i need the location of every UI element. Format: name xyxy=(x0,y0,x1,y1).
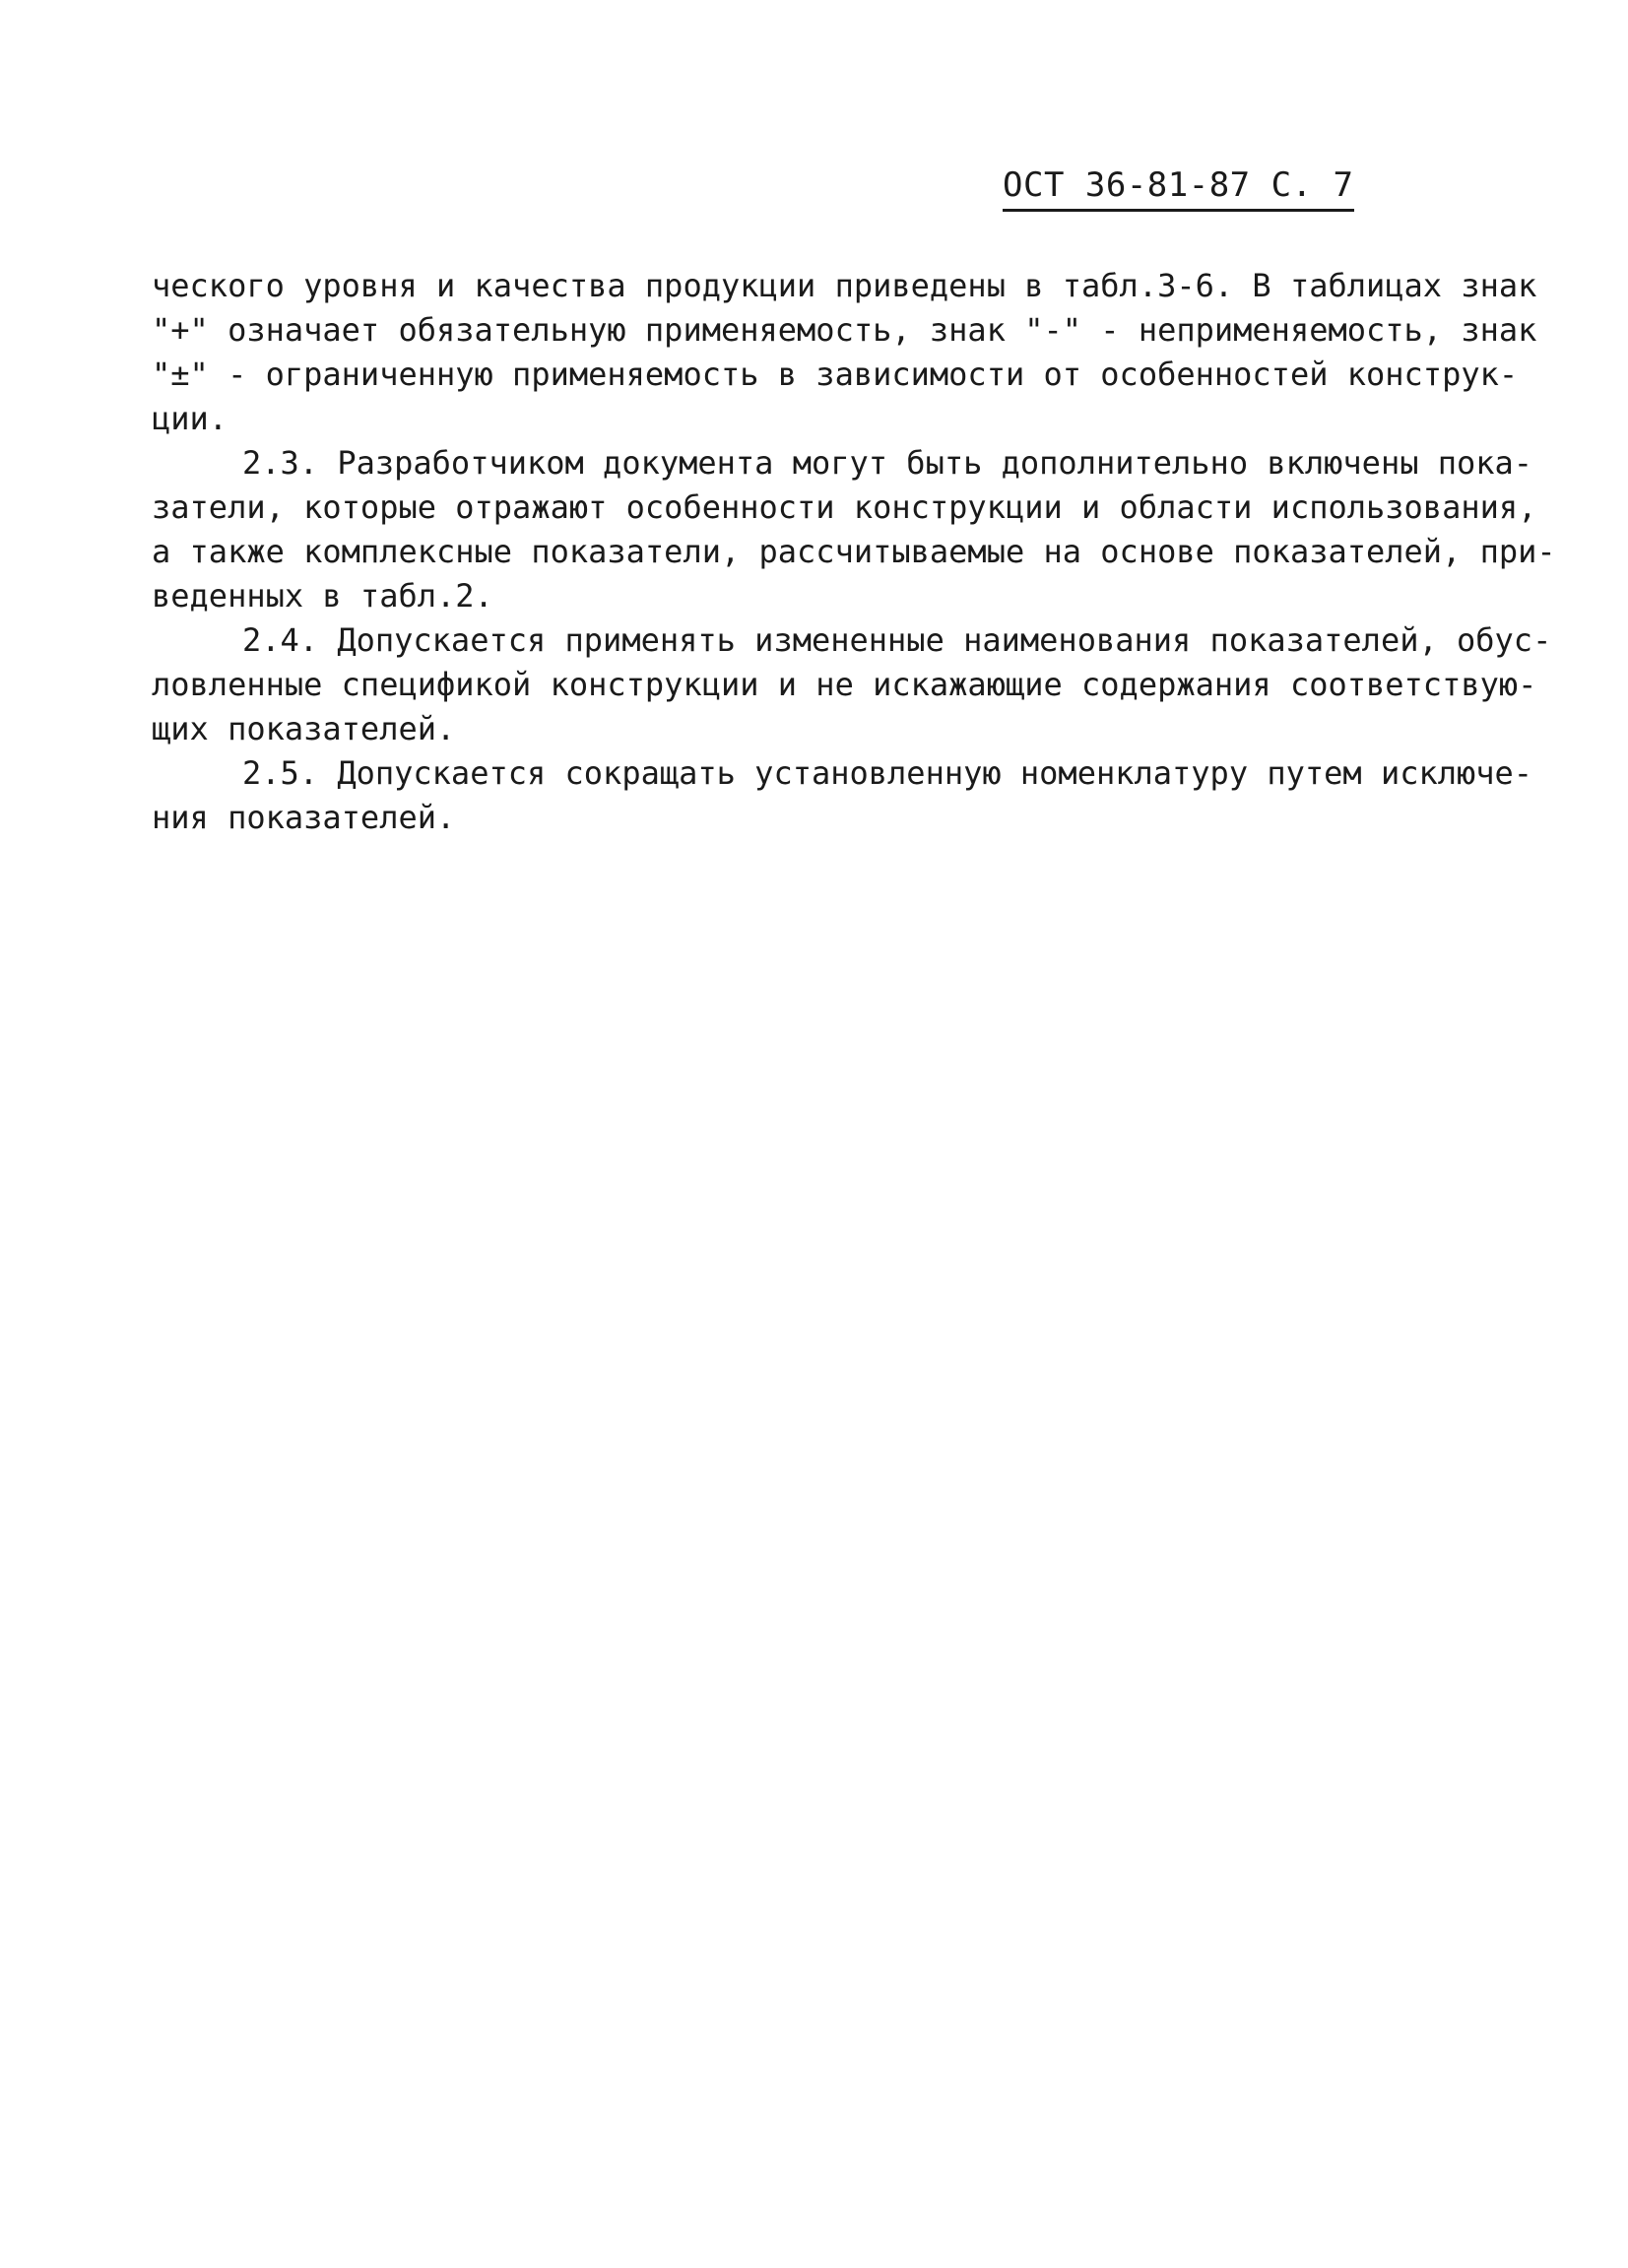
paragraph-2-5-start: 2.5. Допускается сокращать установленную номенклатуру путем исключе- xyxy=(242,754,1533,792)
text-line: щих показателей. xyxy=(152,710,456,747)
document-body xyxy=(152,264,1556,840)
text-line: веденных в табл.2. xyxy=(152,577,493,615)
paragraph-2-4-start: 2.4. Допускается применять измененные наименования показателей, обус- xyxy=(242,621,1552,659)
text-line: затели, которые отражают особенности конструкции и области использования, xyxy=(152,488,1537,526)
text-line: "±" - ограниченную применяемость в зависимости от особенностей конструк- xyxy=(152,356,1519,393)
text-line: а также комплексные показатели, рассчитываемые на основе показателей, при- xyxy=(152,533,1556,570)
text-line: ния показателей. xyxy=(152,799,456,836)
text-line: ловленные спецификой конструкции и не искажающие содержания соответствую- xyxy=(152,666,1537,703)
paragraph-2-3-start: 2.3. Разработчиком документа могут быть дополнительно включены пока- xyxy=(242,444,1533,482)
text-line: ческого уровня и качества продукции приведены в табл.3-6. В таблицах знак xyxy=(152,267,1537,304)
document-header-reference: ОСТ 36-81-87 С. 7 xyxy=(1003,165,1354,212)
text-line: ции. xyxy=(152,400,228,437)
text-line: "+" означает обязательную применяемость, знак "-" - неприменяемость, знак xyxy=(152,311,1537,349)
